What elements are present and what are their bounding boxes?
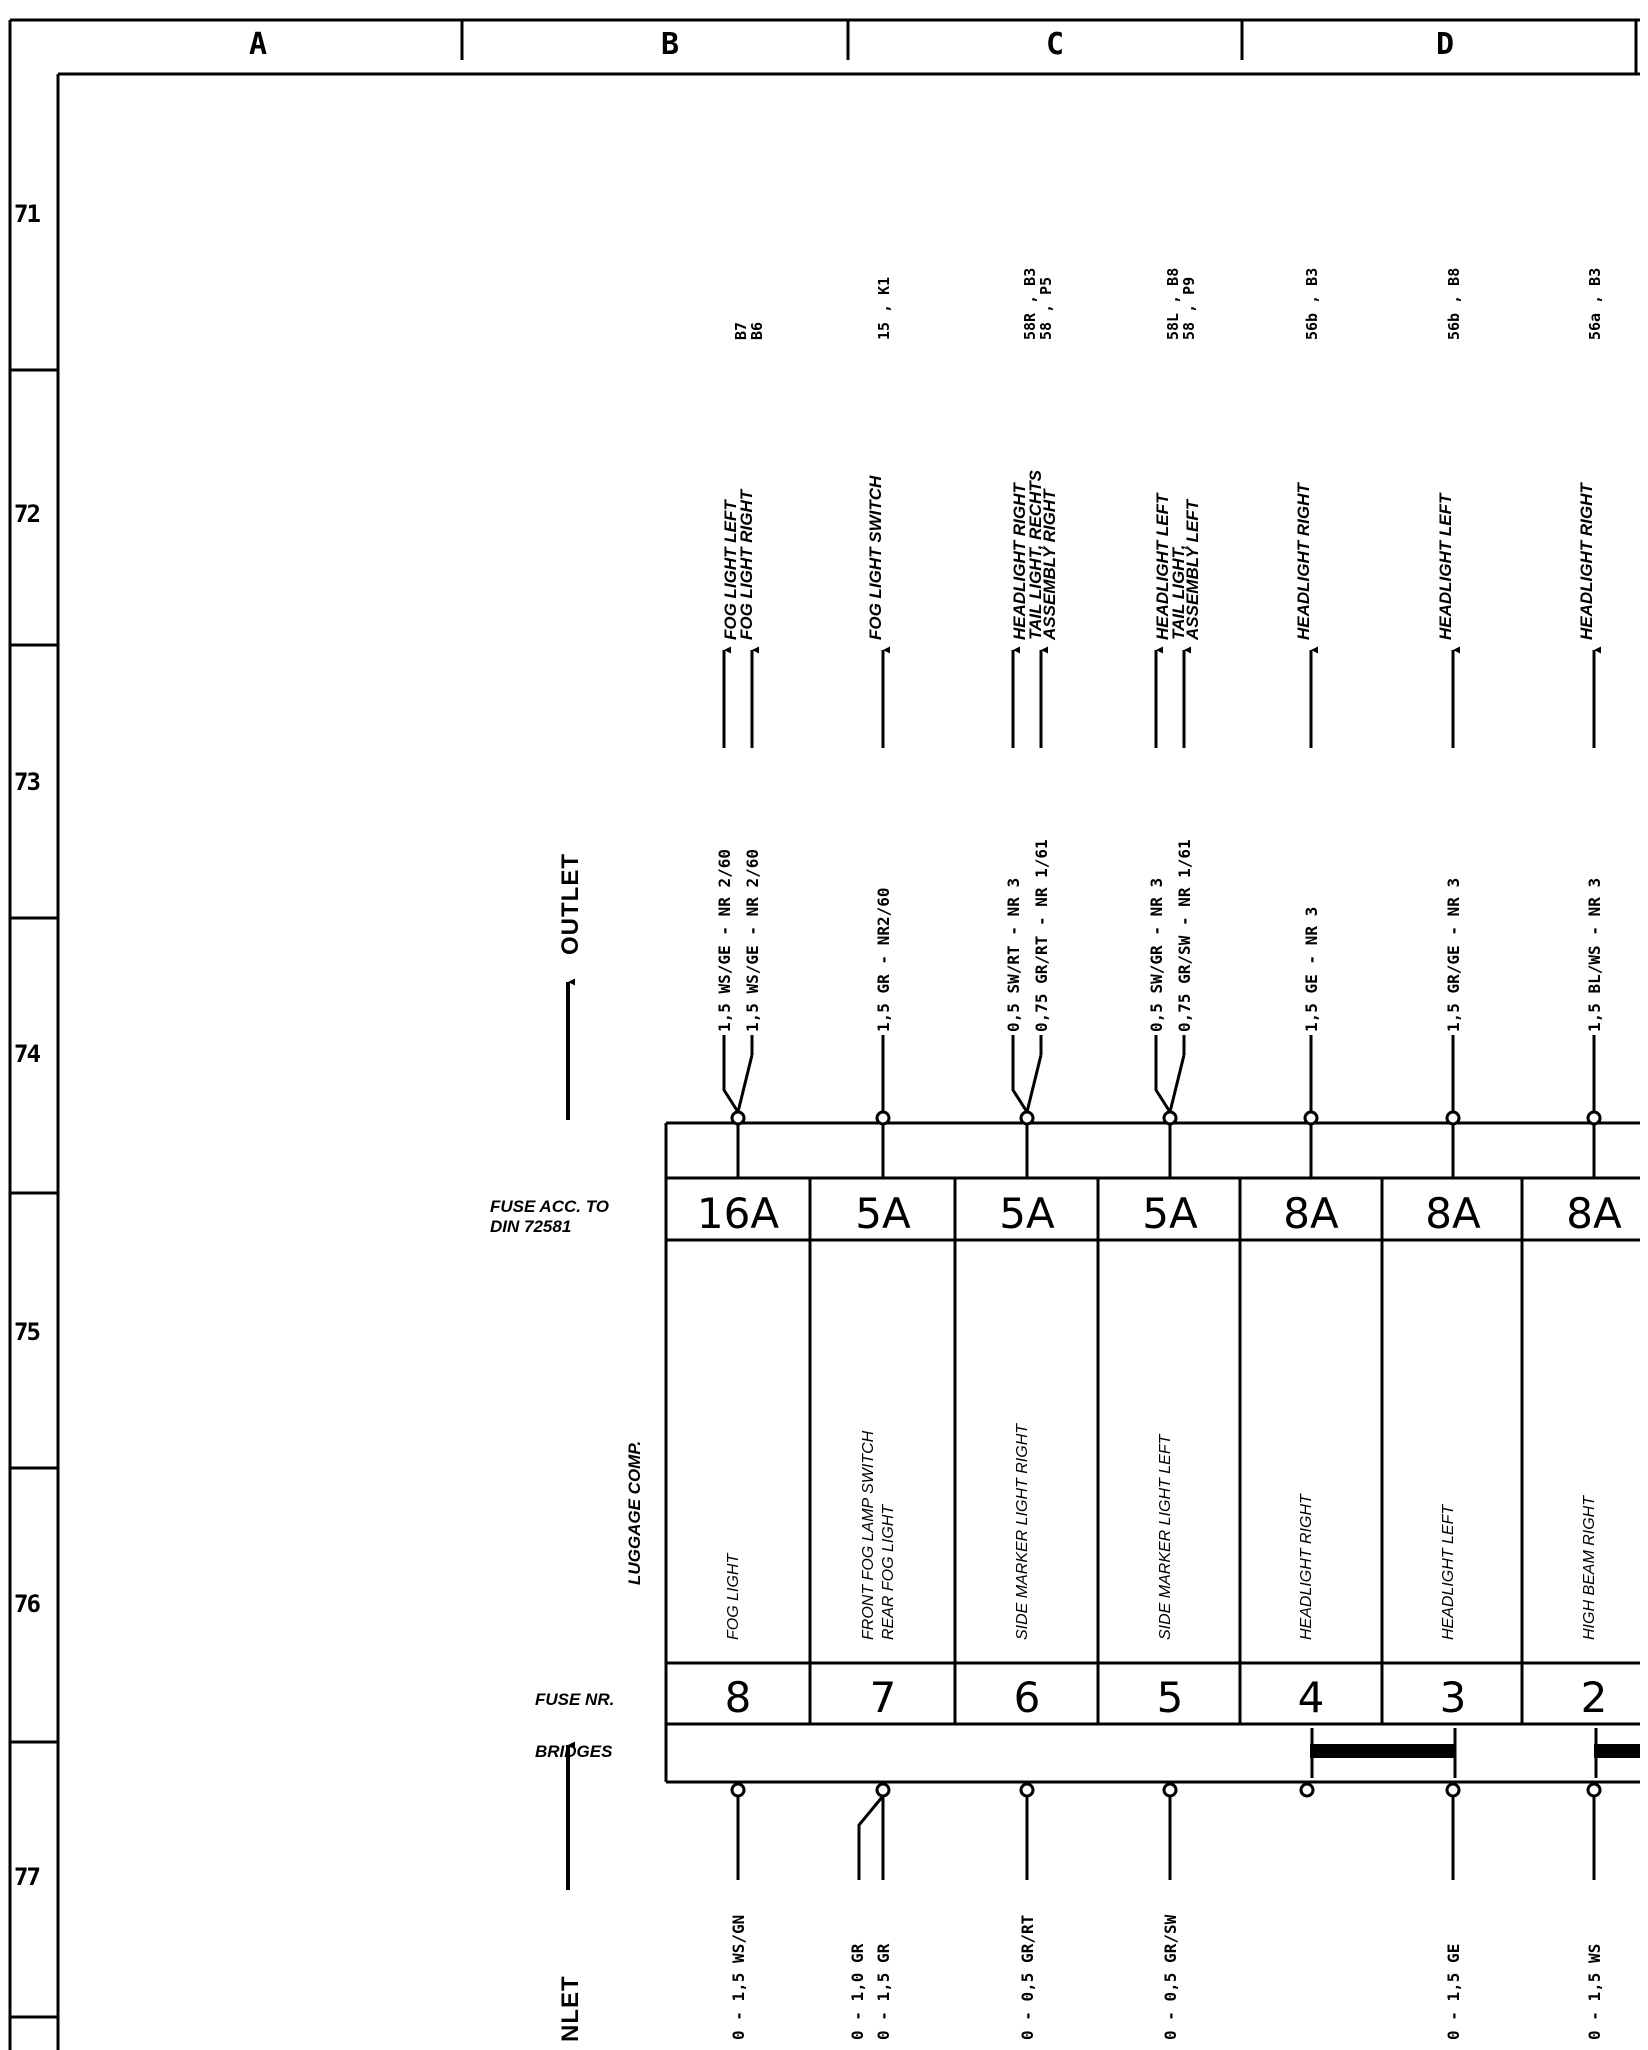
outlet-wire-label: 0,75 GR/RT - NR 1/61 [1032,839,1051,1032]
inlet-label: NLET [557,1975,584,2042]
destination-label: FOG LIGHT LEFT [721,500,740,640]
fuse-columns [697,268,1622,2040]
inlet-terminal [1164,1784,1176,1796]
row-number-73: 73 [14,768,39,796]
destination-label: TAIL LIGHT, [1169,544,1188,640]
row-number-74: 74 [14,1040,39,1068]
outlet-wire-label: 1,5 WS/GE - NR 2/60 [715,848,734,1032]
destination-label: HEADLIGHT LEFT [1153,493,1172,640]
destination-label: FOG LIGHT SWITCH [866,475,885,640]
fuse-number: 7 [869,1673,897,1722]
connector-ref: 56b , B8 [1445,267,1463,340]
outlet-wire-label: 1,5 BL/WS - NR 3 [1585,877,1604,1032]
connector-ref: 58R , B3 [1021,267,1039,340]
destination-label: ASSEMBLY RIGHT [1040,489,1059,640]
circuit-label: HIGH BEAM RIGHT [1581,1495,1598,1640]
outlet-wire-bend [1013,1055,1027,1112]
inlet-terminal [732,1784,744,1796]
fuse-rating: 5A [999,1189,1055,1238]
circuit-label: FRONT FOG LAMP SWITCH [860,1430,877,1640]
outlet-terminal [1447,1112,1459,1124]
circuit-label: SIDE MARKER LIGHT RIGHT [1014,1423,1031,1640]
row-number-71: 71 [14,200,39,228]
row-number-72: 72 [14,500,39,528]
fuse-din-label: DIN 72581 [490,1217,572,1236]
luggage-comp-label: LUGGAGE COMP. [625,1440,644,1585]
circuit-label: FOG LIGHT [725,1553,742,1640]
connector-ref: 15 , K1 [875,276,893,340]
destination-label: HEADLIGHT RIGHT [1577,483,1596,640]
inlet-wire-label: 0 - 1,5 WS [1585,1943,1604,2040]
destination-label: HEADLIGHT LEFT [1436,493,1455,640]
connector-ref: B7 [732,321,750,340]
connector-ref: 58L , B8 [1164,267,1182,340]
fuse-rating: 16A [696,1189,780,1238]
circuit-label: REAR FOG LIGHT [880,1504,897,1640]
fuse-nr-label: FUSE NR. [535,1690,615,1709]
fuse-number: 4 [1297,1673,1325,1722]
outlet-wire-label: 1,5 WS/GE - NR 2/60 [743,848,762,1032]
bridge-bar-4-3 [1310,1744,1456,1758]
fuse-rating: 5A [1142,1189,1198,1238]
fuse-number: 3 [1439,1673,1467,1722]
outlet-wire-label: 1,5 GR - NR2/60 [874,887,893,1032]
outlet-wire-label: 0,5 SW/RT - NR 3 [1004,877,1023,1032]
inlet-terminal [1301,1784,1313,1796]
outlet-terminal [1305,1112,1317,1124]
circuit-label: HEADLIGHT LEFT [1440,1504,1457,1640]
inlet-terminal [1447,1784,1459,1796]
inlet-wire-label: 0 - 1,5 GE [1444,1943,1463,2040]
outlet-wire-bend [738,1055,752,1112]
inlet-wire-label: 0 - 1,5 GR [874,1943,893,2040]
fuse-rating: 8A [1283,1189,1339,1238]
outlet-terminal [1588,1112,1600,1124]
column-header-b: B [660,27,680,62]
column-header-d: D [1435,27,1455,62]
inlet-wire-label: 0 - 1,0 GR [848,1943,867,2040]
outlet-terminal [877,1112,889,1124]
outlet-wire-bend [1156,1055,1170,1112]
inlet-terminal [1021,1784,1033,1796]
destination-label: ASSEMBLY LEFT [1183,499,1202,640]
row-number-75: 75 [14,1318,39,1346]
circuit-label: HEADLIGHT RIGHT [1298,1494,1315,1640]
inlet-wire [859,1796,883,1880]
outlet-wire-label: 1,5 GR/GE - NR 3 [1444,877,1463,1032]
outlet-wire-bend [724,1055,738,1112]
inlet-terminal [877,1784,889,1796]
fuse-rating: 8A [1566,1189,1622,1238]
connector-ref: B6 [748,321,766,340]
outlet-terminal [732,1112,744,1124]
destination-label: TAIL LIGHT, RECHTS [1026,470,1045,640]
destination-label: FOG LIGHT RIGHT [737,489,756,640]
outlet-terminal [1164,1112,1176,1124]
connector-ref: 56b , B3 [1303,267,1321,340]
connector-ref: 58 , P9 [1180,276,1198,340]
outlet-wire-label: 0,5 SW/GR - NR 3 [1147,877,1166,1032]
bridges-label: BRIDGES [535,1742,613,1761]
fuse-number: 2 [1580,1673,1608,1722]
row-number-76: 76 [14,1590,39,1618]
inlet-wire-label: 0 - 0,5 GR/RT [1018,1914,1037,2040]
connector-ref: 58 , P5 [1037,276,1055,340]
row-number-77: 77 [14,1863,39,1891]
column-header-a: A [248,27,268,62]
fuse-rating: 5A [855,1189,911,1238]
outlet-wire-label: 0,75 GR/SW - NR 1/61 [1175,839,1194,1032]
inlet-wire-label: 0 - 0,5 GR/SW [1161,1914,1180,2040]
outlet-terminal [1021,1112,1033,1124]
destination-label: HEADLIGHT RIGHT [1010,483,1029,640]
fuse-acc-label: FUSE ACC. TO [490,1197,610,1216]
outlet-label: OUTLET [557,853,584,955]
fuse-number: 5 [1156,1673,1184,1722]
fuse-number: 8 [724,1673,752,1722]
inlet-wire-label: 0 - 1,5 WS/GN [729,1914,748,2040]
circuit-label: SIDE MARKER LIGHT LEFT [1157,1434,1174,1640]
outlet-wire-label: 1,5 GE - NR 3 [1302,906,1321,1032]
bridge-bar-2 [1594,1744,1640,1758]
inlet-terminal [1588,1784,1600,1796]
destination-label: HEADLIGHT RIGHT [1294,483,1313,640]
outlet-wire-bend [1027,1055,1041,1112]
column-header-c: C [1045,27,1065,62]
outlet-wire-bend [1170,1055,1184,1112]
connector-ref: 56a , B3 [1586,267,1604,340]
fuse-number: 6 [1013,1673,1041,1722]
fuse-rating: 8A [1425,1189,1481,1238]
